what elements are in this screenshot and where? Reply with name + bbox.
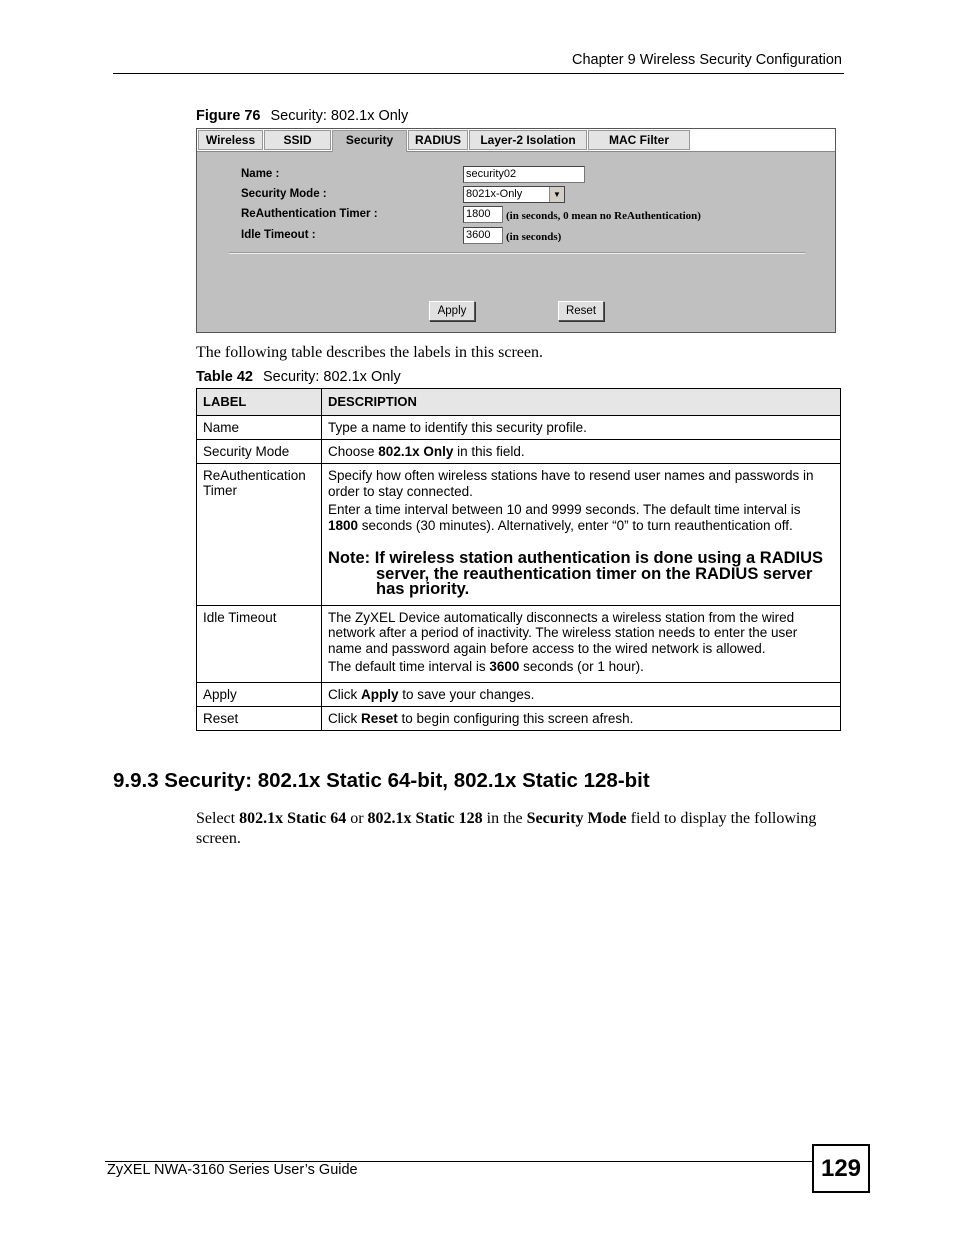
table-row: [197, 440, 841, 464]
reauth-desc-p1: Specify how often wireless stations have to resend user names and passwords in order to stay connected.: [328, 468, 814, 499]
row-description: Choose 802.1x Only in this field.: [322, 440, 841, 464]
row-label: Idle Timeout: [197, 605, 322, 682]
name-input[interactable]: security02: [463, 166, 585, 183]
row-description: [322, 605, 841, 682]
table-row: [197, 706, 841, 730]
security-mode-value: 8021x-Only: [466, 188, 523, 200]
tab-bar: [197, 129, 835, 152]
intro-text: The following table describes the labels in this screen.: [196, 344, 544, 361]
row-label: ReAuthentication Timer: [197, 464, 322, 606]
reauth-timer-input[interactable]: 1800: [463, 206, 503, 223]
form-divider: [229, 252, 805, 254]
row-description: Type a name to identify this security profile.: [322, 416, 841, 440]
idle-desc-p1: The ZyXEL Device automatically disconnects a wireless station from the wired network after a period of inactivity. The wireless station needs to enter the user name and password again before access to the wired network is allowed.: [328, 609, 798, 656]
name-label: Name :: [241, 168, 280, 180]
table-title: Security: 802.1x Only: [262, 369, 401, 385]
figure-caption: [196, 108, 408, 124]
header-rule: [113, 73, 844, 74]
table-row: [197, 682, 841, 706]
section-paragraph: Select 802.1x Static 64 or 802.1x Static 128 in the Security Mode field to display the following screen.: [196, 810, 817, 847]
idle-timeout-note: (in seconds): [506, 231, 562, 243]
table-number: Table 42: [196, 369, 253, 385]
chapter-header: Chapter 9 Wireless Security Configuration: [572, 52, 842, 68]
table-header-row: [197, 389, 841, 416]
table-row: [197, 416, 841, 440]
tab-layer2-isolation[interactable]: Layer-2 Isolation: [469, 130, 587, 150]
tab-security[interactable]: Security: [332, 130, 407, 152]
security-mode-label: Security Mode :: [241, 188, 327, 200]
column-header-label: LABEL: [197, 389, 322, 416]
tab-mac-filter[interactable]: MAC Filter: [588, 130, 690, 150]
apply-button[interactable]: Apply: [429, 301, 475, 321]
figure-title: Security: 802.1x Only: [270, 108, 409, 124]
reauth-note: Note: If wireless station authentication is done using a RADIUS server, the reauthentication timer on the RADIUS server has priority.: [328, 549, 824, 598]
reauth-timer-label: ReAuthentication Timer :: [241, 208, 378, 220]
chevron-down-icon[interactable]: ▼: [549, 187, 564, 202]
page-number: 129: [812, 1144, 870, 1193]
row-label: Reset: [197, 706, 322, 730]
security-config-panel: [196, 128, 836, 333]
reauth-timer-note: (in seconds, 0 mean no ReAuthentication): [506, 210, 701, 222]
table-row: [197, 464, 841, 606]
reset-button[interactable]: Reset: [558, 301, 604, 321]
column-header-description: DESCRIPTION: [322, 389, 841, 416]
table-caption: [196, 369, 401, 385]
table-row: [197, 605, 841, 682]
reauth-desc-p2: Enter a time interval between 10 and 9999 seconds. The default time interval is 1800 seconds (30 minutes). Alternatively, enter “0” to turn reauthentication off.: [328, 502, 801, 533]
guide-title: ZyXEL NWA-3160 Series User’s Guide: [107, 1162, 358, 1178]
labels-table: [196, 388, 841, 731]
security-mode-select[interactable]: [463, 186, 565, 203]
figure-number: Figure 76: [196, 108, 261, 124]
idle-timeout-label: Idle Timeout :: [241, 229, 316, 241]
tab-wireless[interactable]: Wireless: [198, 130, 263, 150]
row-label: Name: [197, 416, 322, 440]
row-description: [322, 464, 841, 606]
row-description: Click Apply to save your changes.: [322, 682, 841, 706]
row-label: Apply: [197, 682, 322, 706]
idle-timeout-input[interactable]: 3600: [463, 227, 503, 244]
idle-desc-p2: The default time interval is 3600 seconds (or 1 hour).: [328, 659, 644, 674]
row-label: Security Mode: [197, 440, 322, 464]
tab-radius[interactable]: RADIUS: [408, 130, 468, 150]
tab-ssid[interactable]: SSID: [264, 130, 331, 150]
row-description: Click Reset to begin configuring this screen afresh.: [322, 706, 841, 730]
section-heading: 9.9.3 Security: 802.1x Static 64-bit, 802.1x Static 128-bit: [113, 769, 650, 792]
